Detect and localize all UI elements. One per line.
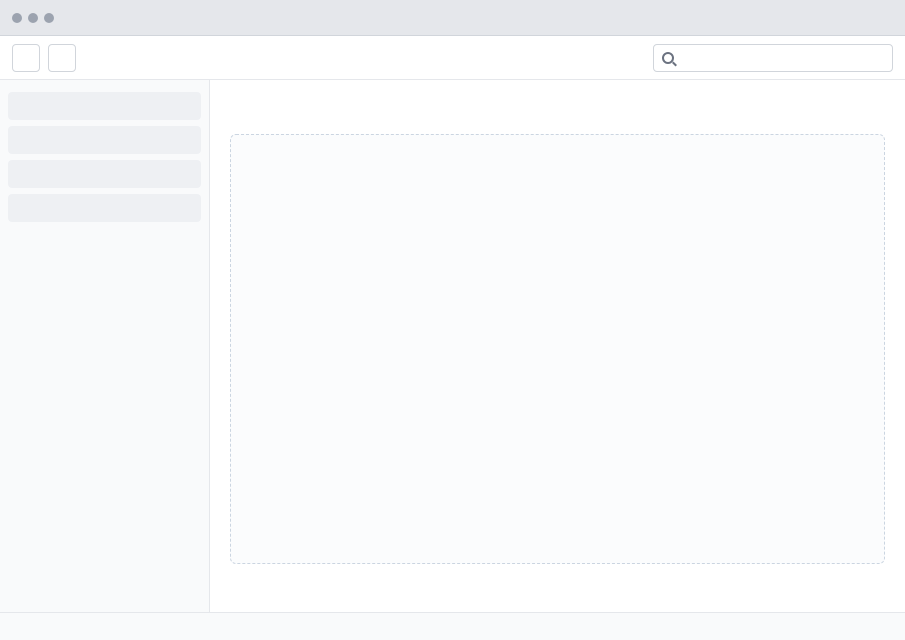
primary-toolbar-button[interactable] bbox=[12, 44, 40, 72]
content-panel bbox=[230, 134, 885, 564]
search-input[interactable] bbox=[680, 50, 884, 66]
title-bar bbox=[0, 0, 905, 36]
sidebar-placeholder bbox=[8, 92, 201, 120]
workspace bbox=[0, 80, 905, 612]
search-field[interactable] bbox=[653, 44, 893, 72]
sidebar-placeholder bbox=[8, 160, 201, 188]
main-content bbox=[210, 80, 905, 612]
minimize-window-icon[interactable] bbox=[28, 13, 38, 23]
window-controls bbox=[12, 13, 54, 23]
toolbar bbox=[0, 36, 905, 80]
secondary-toolbar-button[interactable] bbox=[48, 44, 76, 72]
sidebar-placeholder bbox=[8, 194, 201, 222]
status-bar bbox=[0, 612, 905, 640]
maximize-window-icon[interactable] bbox=[44, 13, 54, 23]
close-window-icon[interactable] bbox=[12, 13, 22, 23]
search-icon bbox=[662, 52, 674, 64]
sidebar-placeholder bbox=[8, 126, 201, 154]
sidebar bbox=[0, 80, 210, 612]
page-title bbox=[230, 100, 885, 122]
